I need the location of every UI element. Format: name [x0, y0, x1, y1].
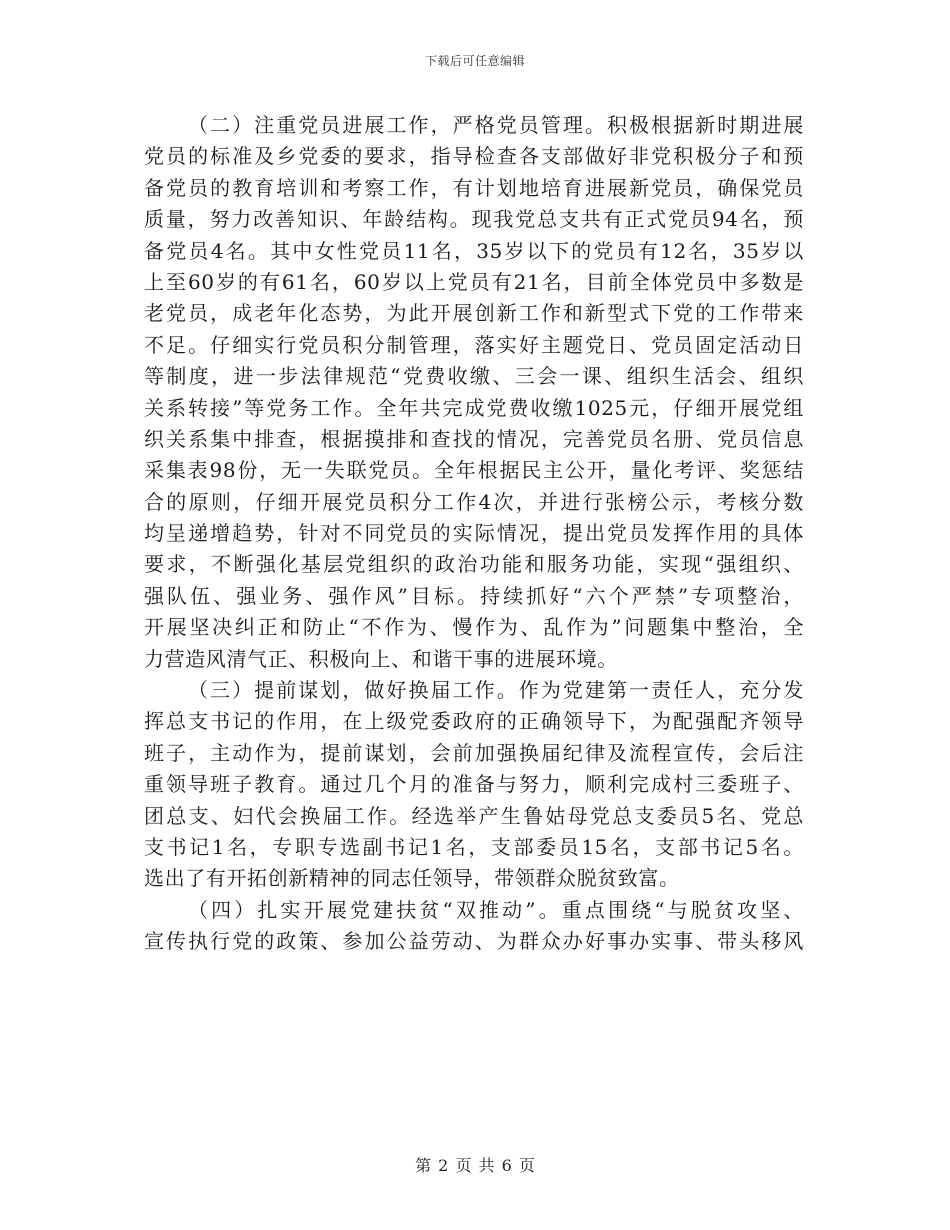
text-line: 备党员的教育培训和考察工作，有计划地培育进展新党员，确保党员: [144, 175, 804, 200]
text-line: 选出了有开拓创新精神的同志任领导，带领群众脱贫致富。: [144, 866, 680, 891]
document-body: [144, 110, 804, 958]
text-line: 强队伍、强业务、强作风”目标。持续抓好“六个严禁”专项整治，: [144, 583, 804, 608]
text-line: 宣传执行党的政策、参加公益劳动、为群众办好事办实事、带头移风: [144, 929, 804, 954]
text-line: 备党员4名。其中女性党员11名，35岁以下的党员有12名，35岁以: [144, 238, 804, 263]
text-line: 开展坚决纠正和防止“不作为、慢作为、乱作为”问题集中整治，全: [144, 615, 804, 640]
text-line: 不足。仔细实行党员积分制管理，落实好主题党日、党员固定活动日: [144, 332, 804, 357]
text-line: 重领导班子教育。通过几个月的准备与努力，顺利完成村三委班子、: [144, 772, 804, 797]
paragraph-poverty-alleviation: [144, 895, 804, 958]
text-line: 质量，努力改善知识、年龄结构。现我党总支共有正式党员94名，预: [144, 207, 804, 232]
text-line: （四）扎实开展党建扶贫“双推动”。重点围绕“与脱贫攻坚、: [188, 897, 804, 922]
page-header: 下载后可任意编辑: [424, 54, 525, 68]
text-line: 力营造风清气正、积极向上、和谐干事的进展环境。: [144, 646, 618, 671]
text-line: 等制度，进一步法律规范“党费收缴、三会一课、组织生活会、组织: [144, 364, 804, 389]
text-line: 关系转接”等党务工作。全年共完成党费收缴1025元，仔细开展党组: [144, 395, 804, 420]
text-line: （二）注重党员进展工作，严格党员管理。积极根据新时期进展: [188, 113, 804, 137]
text-line: 要求，不断强化基层党组织的政治功能和服务功能，实现“强组织、: [144, 552, 804, 577]
text-line: 班子，主动作为，提前谋划，会前加强换届纪律及流程宣传，会后注: [144, 740, 804, 765]
text-line: 合的原则，仔细开展党员积分工作4次，并进行张榜公示，考核分数: [144, 489, 804, 514]
paragraph-election-work: [144, 675, 804, 895]
text-line: 支书记1名，专职专选副书记1名，支部委员15名，支部书记5名。: [144, 834, 804, 859]
text-line: 均呈递增趋势，针对不同党员的实际情况，提出党员发挥作用的具体: [144, 521, 804, 546]
text-line: 上至60岁的有61名，60岁以上党员有21名，目前全体党员中多数是: [144, 269, 804, 294]
text-line: 挥总支书记的作用，在上级党委政府的正确领导下，为配强配齐领导: [144, 709, 804, 734]
paragraph-party-member-management: [144, 110, 804, 675]
text-line: 老党员，成老年化态势，为此开展创新工作和新型式下党的工作带来: [144, 301, 804, 326]
page-number-footer: 第 2 页 共 6 页: [415, 1156, 535, 1175]
text-line: 团总支、妇代会换届工作。经选举产生鲁姑母党总支委员5名、党总: [144, 803, 804, 828]
text-line: 党员的标准及乡党委的要求，指导检查各支部做好非党积极分子和预: [144, 144, 804, 169]
text-line: 织关系集中排查，根据摸排和查找的情况，完善党员名册、党员信息: [144, 426, 804, 451]
text-line: 采集表98份，无一失联党员。全年根据民主公开，量化考评、奖惩结: [144, 458, 804, 483]
text-line: （三）提前谋划，做好换届工作。作为党建第一责任人，充分发: [188, 678, 804, 703]
